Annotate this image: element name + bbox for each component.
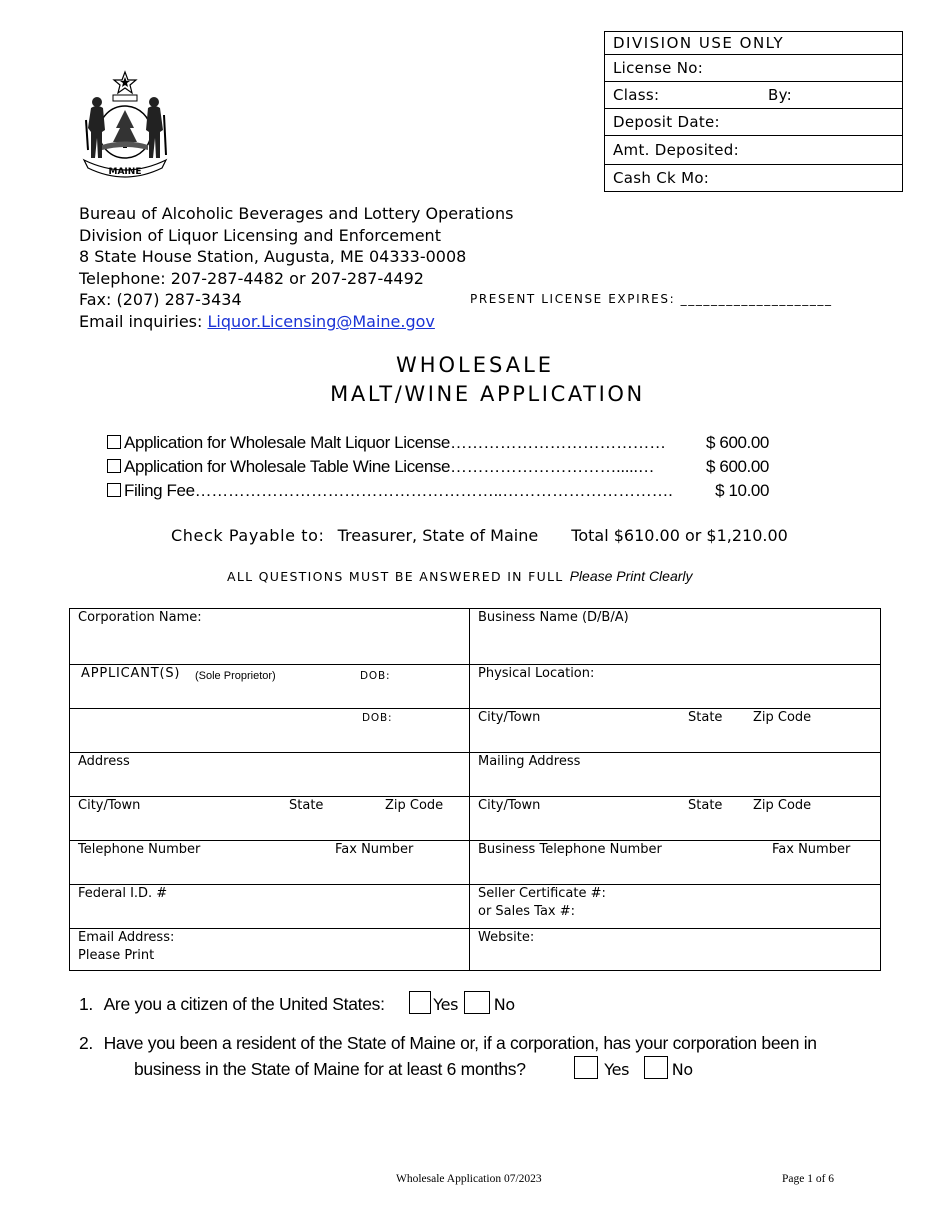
state-label: State [688, 798, 723, 813]
no-label: No [671, 1060, 693, 1079]
seller-certificate-label: Seller Certificate #: [478, 886, 606, 901]
question-2 [79, 1033, 817, 1054]
license-no-field[interactable]: License No: [605, 54, 902, 81]
footer-form-id: Wholesale Application 07/2023 [396, 1173, 542, 1185]
fee-filing[interactable] [107, 481, 769, 501]
page-title: WHOLESALE [395, 353, 555, 377]
dob-label: DOB: [360, 670, 391, 682]
field-label: Website: [478, 930, 535, 945]
dob-label: DOB: [362, 712, 393, 724]
physical-location-field[interactable] [470, 665, 881, 709]
seller-certificate-field[interactable] [470, 885, 881, 929]
field-label: Federal I.D. # [78, 886, 168, 901]
mailing-address-field[interactable] [470, 753, 881, 797]
fax-label: Fax Number [772, 842, 851, 857]
applicant-field[interactable] [70, 665, 470, 709]
instructions-italic: Please Print Clearly [569, 568, 693, 584]
telephone: Telephone: 207-287-4482 or 207-287-4492 [79, 268, 424, 288]
checkbox-icon[interactable] [107, 483, 121, 497]
fax-label: Fax Number [335, 842, 414, 857]
state-label: State [688, 710, 723, 725]
fee-label: Application for Wholesale Table Wine License………………………….....… [124, 457, 655, 476]
fee-amount: $ 600.00 [706, 457, 769, 476]
fee-amount: $ 10.00 [715, 481, 769, 500]
telephone-fax-field[interactable] [70, 841, 470, 885]
question-text: Have you been a resident of the State of Maine or, if a corporation, has your corporation been in [103, 1033, 817, 1053]
yes-checkbox[interactable] [574, 1056, 598, 1079]
email-inquiries [79, 311, 513, 333]
field-label: APPLICANT(S) [81, 666, 181, 681]
fee-malt-liquor[interactable] [107, 433, 769, 453]
website-field[interactable] [470, 929, 881, 971]
no-checkbox[interactable] [464, 991, 490, 1014]
question-text: Are you a citizen of the United States: [103, 994, 385, 1014]
email-link[interactable]: Liquor.Licensing@Maine.gov [207, 311, 435, 331]
business-name-field[interactable] [470, 609, 881, 665]
check-total: Total $610.00 or $1,210.00 [571, 526, 788, 545]
federal-id-field[interactable] [70, 885, 470, 929]
checkbox-icon[interactable] [107, 435, 121, 449]
agency-name: Bureau of Alcoholic Beverages and Lottery Operations [79, 204, 514, 223]
agency-address-block [79, 203, 513, 333]
no-checkbox[interactable] [644, 1056, 668, 1079]
field-label: Business Name (D/B/A) [478, 610, 629, 625]
please-print-label: Please Print [78, 948, 155, 963]
email-inquiries-label: Email inquiries: [79, 311, 208, 331]
amt-deposited-field[interactable]: Amt. Deposited: [605, 135, 902, 164]
by-label: By: [768, 86, 793, 104]
maine-state-seal [78, 70, 172, 182]
fee-label: Filing Fee………………………………………………..…………………………. [124, 481, 673, 500]
sole-proprietor-label: (Sole Proprietor) [195, 670, 276, 682]
mailing-city-state-zip-field[interactable] [470, 797, 881, 841]
field-label: Physical Location: [478, 666, 595, 681]
yes-checkbox[interactable] [409, 991, 431, 1014]
class-field[interactable] [605, 81, 902, 108]
city-town-label: City/Town [478, 798, 541, 813]
address-field[interactable] [70, 753, 470, 797]
cash-ck-mo-field[interactable]: Cash Ck Mo: [605, 164, 902, 191]
question-number: 1. [79, 994, 93, 1014]
field-label: Address [78, 754, 130, 769]
present-license-expires: PRESENT LICENSE EXPIRES: ____________________ [470, 292, 833, 306]
corporation-name-field[interactable] [70, 609, 470, 665]
field-label: Mailing Address [478, 754, 581, 769]
fee-amount: $ 600.00 [706, 433, 769, 452]
deposit-date-field[interactable]: Deposit Date: [605, 108, 902, 135]
yes-label: Yes [433, 995, 459, 1014]
email-address-field[interactable] [70, 929, 470, 971]
question-number: 2. [79, 1033, 93, 1053]
footer-page-number: Page 1 of 6 [782, 1173, 835, 1185]
division-use-title: DIVISION USE ONLY [613, 34, 785, 52]
checkbox-icon[interactable] [107, 459, 121, 473]
seal-label: MAINE [108, 167, 142, 177]
page-subtitle: MALT/WINE APPLICATION [330, 382, 645, 406]
instructions-caps: ALL QUESTIONS MUST BE ANSWERED IN FULL [227, 569, 564, 584]
division-name: Division of Liquor Licensing and Enforcement [79, 225, 441, 245]
fax: Fax: (207) 287-3434 [79, 290, 242, 310]
application-form-table [69, 608, 881, 971]
fee-label: Application for Wholesale Malt Liquor License………………………………… [124, 433, 666, 452]
physical-city-state-zip-field[interactable] [470, 709, 881, 753]
yes-label: Yes [604, 1060, 630, 1079]
email-address-label: Email Address: [78, 930, 175, 945]
street-address: 8 State House Station, Augusta, ME 04333-0008 [79, 247, 467, 267]
check-payable-row [171, 526, 788, 545]
zip-code-label: Zip Code [753, 798, 812, 813]
question-text-continued: business in the State of Maine for at least 6 months? [134, 1059, 526, 1079]
check-payee: Treasurer, State of Maine [337, 526, 539, 545]
city-town-label: City/Town [478, 710, 541, 725]
telephone-label: Telephone Number [78, 842, 201, 857]
question-1 [79, 991, 515, 1015]
check-payable-label: Check Payable to: [171, 526, 325, 545]
city-state-zip-field[interactable] [70, 797, 470, 841]
field-label: Corporation Name: [78, 610, 202, 625]
fee-table-wine[interactable] [107, 457, 769, 477]
question-2-continued [134, 1056, 693, 1080]
business-telephone-fax-field[interactable] [470, 841, 881, 885]
instructions [227, 568, 693, 584]
state-label: State [289, 798, 324, 813]
sales-tax-label: or Sales Tax #: [478, 904, 576, 919]
applicant-field-2[interactable] [70, 709, 470, 753]
no-label: No [493, 995, 515, 1014]
zip-code-label: Zip Code [385, 798, 444, 813]
business-telephone-label: Business Telephone Number [478, 842, 662, 857]
division-use-box [604, 31, 903, 192]
zip-code-label: Zip Code [753, 710, 812, 725]
class-label: Class: [613, 86, 660, 104]
city-town-label: City/Town [78, 798, 141, 813]
